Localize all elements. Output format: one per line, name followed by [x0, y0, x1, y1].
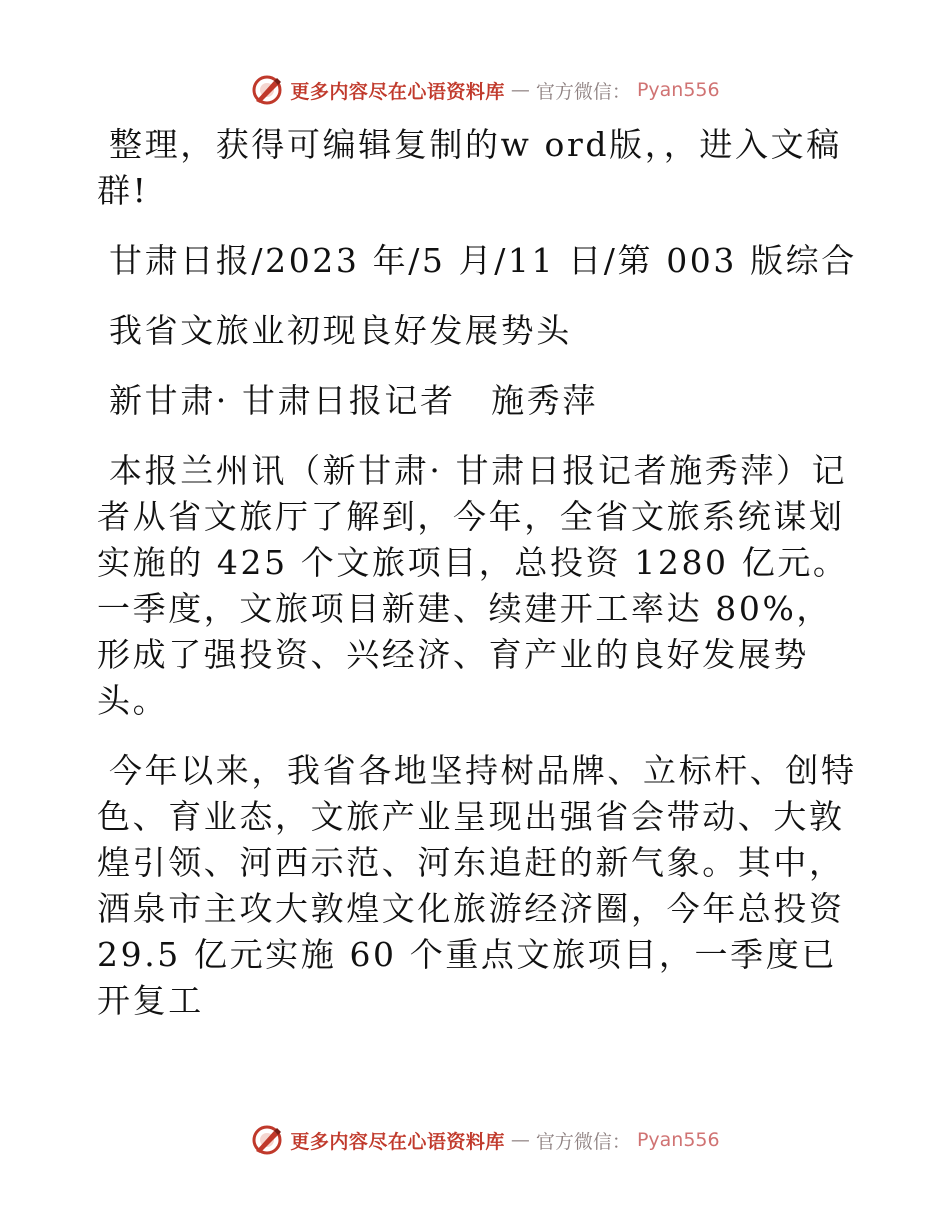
banner-dash: —: [510, 79, 530, 101]
paragraph-headline: 我省文旅业初现良好发展势头: [109, 311, 572, 350]
red-pen-circle-logo-icon: [250, 73, 284, 107]
paragraph-byline: 新甘肃· 甘肃日报记者 施秀萍: [109, 381, 598, 420]
banner-wechat-label: 官方微信：: [535, 80, 631, 103]
banner-wechat-id: Pyan556: [636, 79, 720, 101]
header-banner: [0, 70, 950, 110]
paragraph-intro: 整理，获得可编辑复制的w ord版，，进入文稿群!: [97, 125, 842, 210]
banner-brand-text: 更多内容尽在心语资料库: [290, 80, 505, 103]
document-body: [97, 122, 857, 1048]
footer-banner: [0, 1120, 950, 1160]
paragraph-source: 甘肃日报/2023 年/5 月/11 日/第 003 版综合: [109, 241, 857, 280]
footer-banner-content: [250, 1123, 719, 1157]
banner-dash: —: [510, 1129, 530, 1151]
red-pen-circle-logo-icon: [250, 1123, 284, 1157]
banner-wechat-id: Pyan556: [636, 1129, 720, 1151]
paragraph-body-2: 今年以来，我省各地坚持树品牌、立标杆、创特色、育业态，文旅产业呈现出强省会带动、大敦煌引领、河西示范、河东追赶的新气象。其中，酒泉市主攻大敦煌文化旅游经济圈，今年总投资 29.5 亿元实施 60 个重点文旅项目，一季度已开复工: [97, 751, 857, 1020]
banner-brand-text: 更多内容尽在心语资料库: [290, 1130, 505, 1153]
banner-wechat-label: 官方微信：: [535, 1130, 631, 1153]
paragraph-body-1: 本报兰州讯（新甘肃· 甘肃日报记者施秀萍）记者从省文旅厅了解到，今年，全省文旅系统谋划实施的 425 个文旅项目，总投资 1280 亿元。一季度，文旅项目新建、续建开工率达 80%，形成了强投资、兴经济、育产业的良好发展势头。: [97, 451, 849, 720]
header-banner-content: [250, 73, 719, 107]
